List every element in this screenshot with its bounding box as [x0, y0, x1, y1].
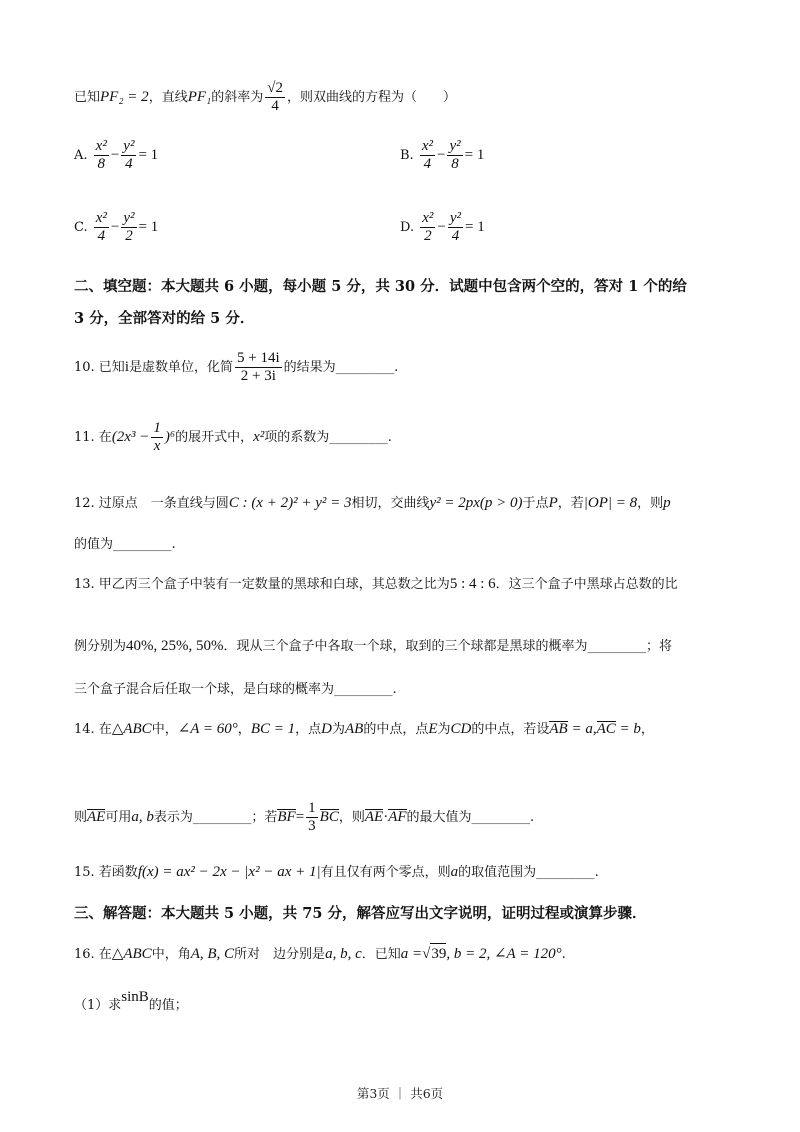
question-12-line1: 12. 过原点 一条直线与圆C : (x + 2)² + y² = 3相切，交曲线y² = 2px(p > 0)于点P，若|OP| = 8，则p [74, 495, 671, 511]
question-13-line1: 13. 甲乙丙三个盒子中装有一定数量的黑球和白球，其总数之比为5 : 4 : 6．这三个盒子中黑球占总数的比 [74, 576, 678, 592]
question-11: 11. 在(2x³ − $\frac{1}{x}$ )⁶的展开式中，x²项的系数为_________. [74, 420, 392, 454]
slope-fraction: $\frac{√2}{4}$ [267, 80, 283, 114]
page-footer: 第3页 ｜ 共6页 [356, 1086, 444, 1101]
question-16-part1: （1）求sinB的值； [74, 989, 188, 1013]
question-16: 16. 在△ABC中，角A, B, C所对 边分别是a, b, c．已知a =√39, b = 2, ∠A = 120°. [74, 943, 566, 965]
question-14-line1: 14. 在△ABC中，∠A = 60°，BC = 1，点D为AB的中点，点E为CD的中点，若设AB = a,AC = b， [74, 721, 654, 737]
top-tail: ，则双曲线的方程为（ ） [287, 90, 457, 105]
question-15: 15. 若函数f(x) = ax² − 2x − |x² − ax + 1|有且仅有两个零点，则a的取值范围为_________. [74, 864, 599, 880]
question-13-line3: 三个盒子混合后任取一个球，是白球的概率为_________. [74, 682, 397, 697]
sqrt-39: 39 [430, 943, 446, 964]
top-line-name: PF₁ [187, 89, 212, 105]
top-line [74, 80, 456, 115]
top-mid: ，直线 [148, 90, 188, 105]
top-slope-text: 的斜率为 [211, 90, 264, 105]
option-a: A. $\frac{\text{x²}}{8}$ − $\frac{\text{y²}}{4}$ = 1 [74, 138, 159, 172]
section3-heading: 三、解答题：本大题共 5 小题，共 75 分，解答应写出文字说明，证明过程或演算步骤． [74, 905, 647, 922]
option-d: D. $\frac{\text{x²}}{2}$ − $\frac{\text{y²}}{4}$ = 1 [400, 210, 485, 244]
question-14-line2: 则AE可用a, b表示为_________；若BF= $\frac{1}{3}$ BC，则AE·AF的最大值为_________. [74, 800, 535, 834]
section2-heading-line1: 二、填空题：本大题共 6 小题，每小题 5 分，共 30 分．试题中包含两个空的，答对 1 个的给 [74, 278, 687, 295]
section2-heading-line2: 3 分，全部答对的给 5 分． [74, 310, 255, 327]
q10-fraction: $\frac{5 + 14i}{2 + 3i}$ [237, 350, 280, 384]
option-b: B. $\frac{\text{x²}}{4}$ − $\frac{\text{y²}}{8}$ = 1 [400, 138, 485, 172]
question-10: 10. 已知i是虚数单位，化简 $\frac{5 + 14i}{2 + 3i}$ 的结果为_________. [74, 350, 399, 384]
top-cond: PF₂ = 2 [100, 89, 149, 105]
top-pre: 已知 [74, 90, 101, 105]
question-13-line2: 例分别为40%, 25%, 50%．现从三个盒子中各取一个球，取到的三个球都是黑球的概率为_________；将 [74, 638, 673, 654]
option-c: C. $\frac{\text{x²}}{4}$ − $\frac{\text{y²}}{2}$ = 1 [74, 210, 159, 244]
question-12-line2: 的值为_________. [74, 537, 176, 552]
